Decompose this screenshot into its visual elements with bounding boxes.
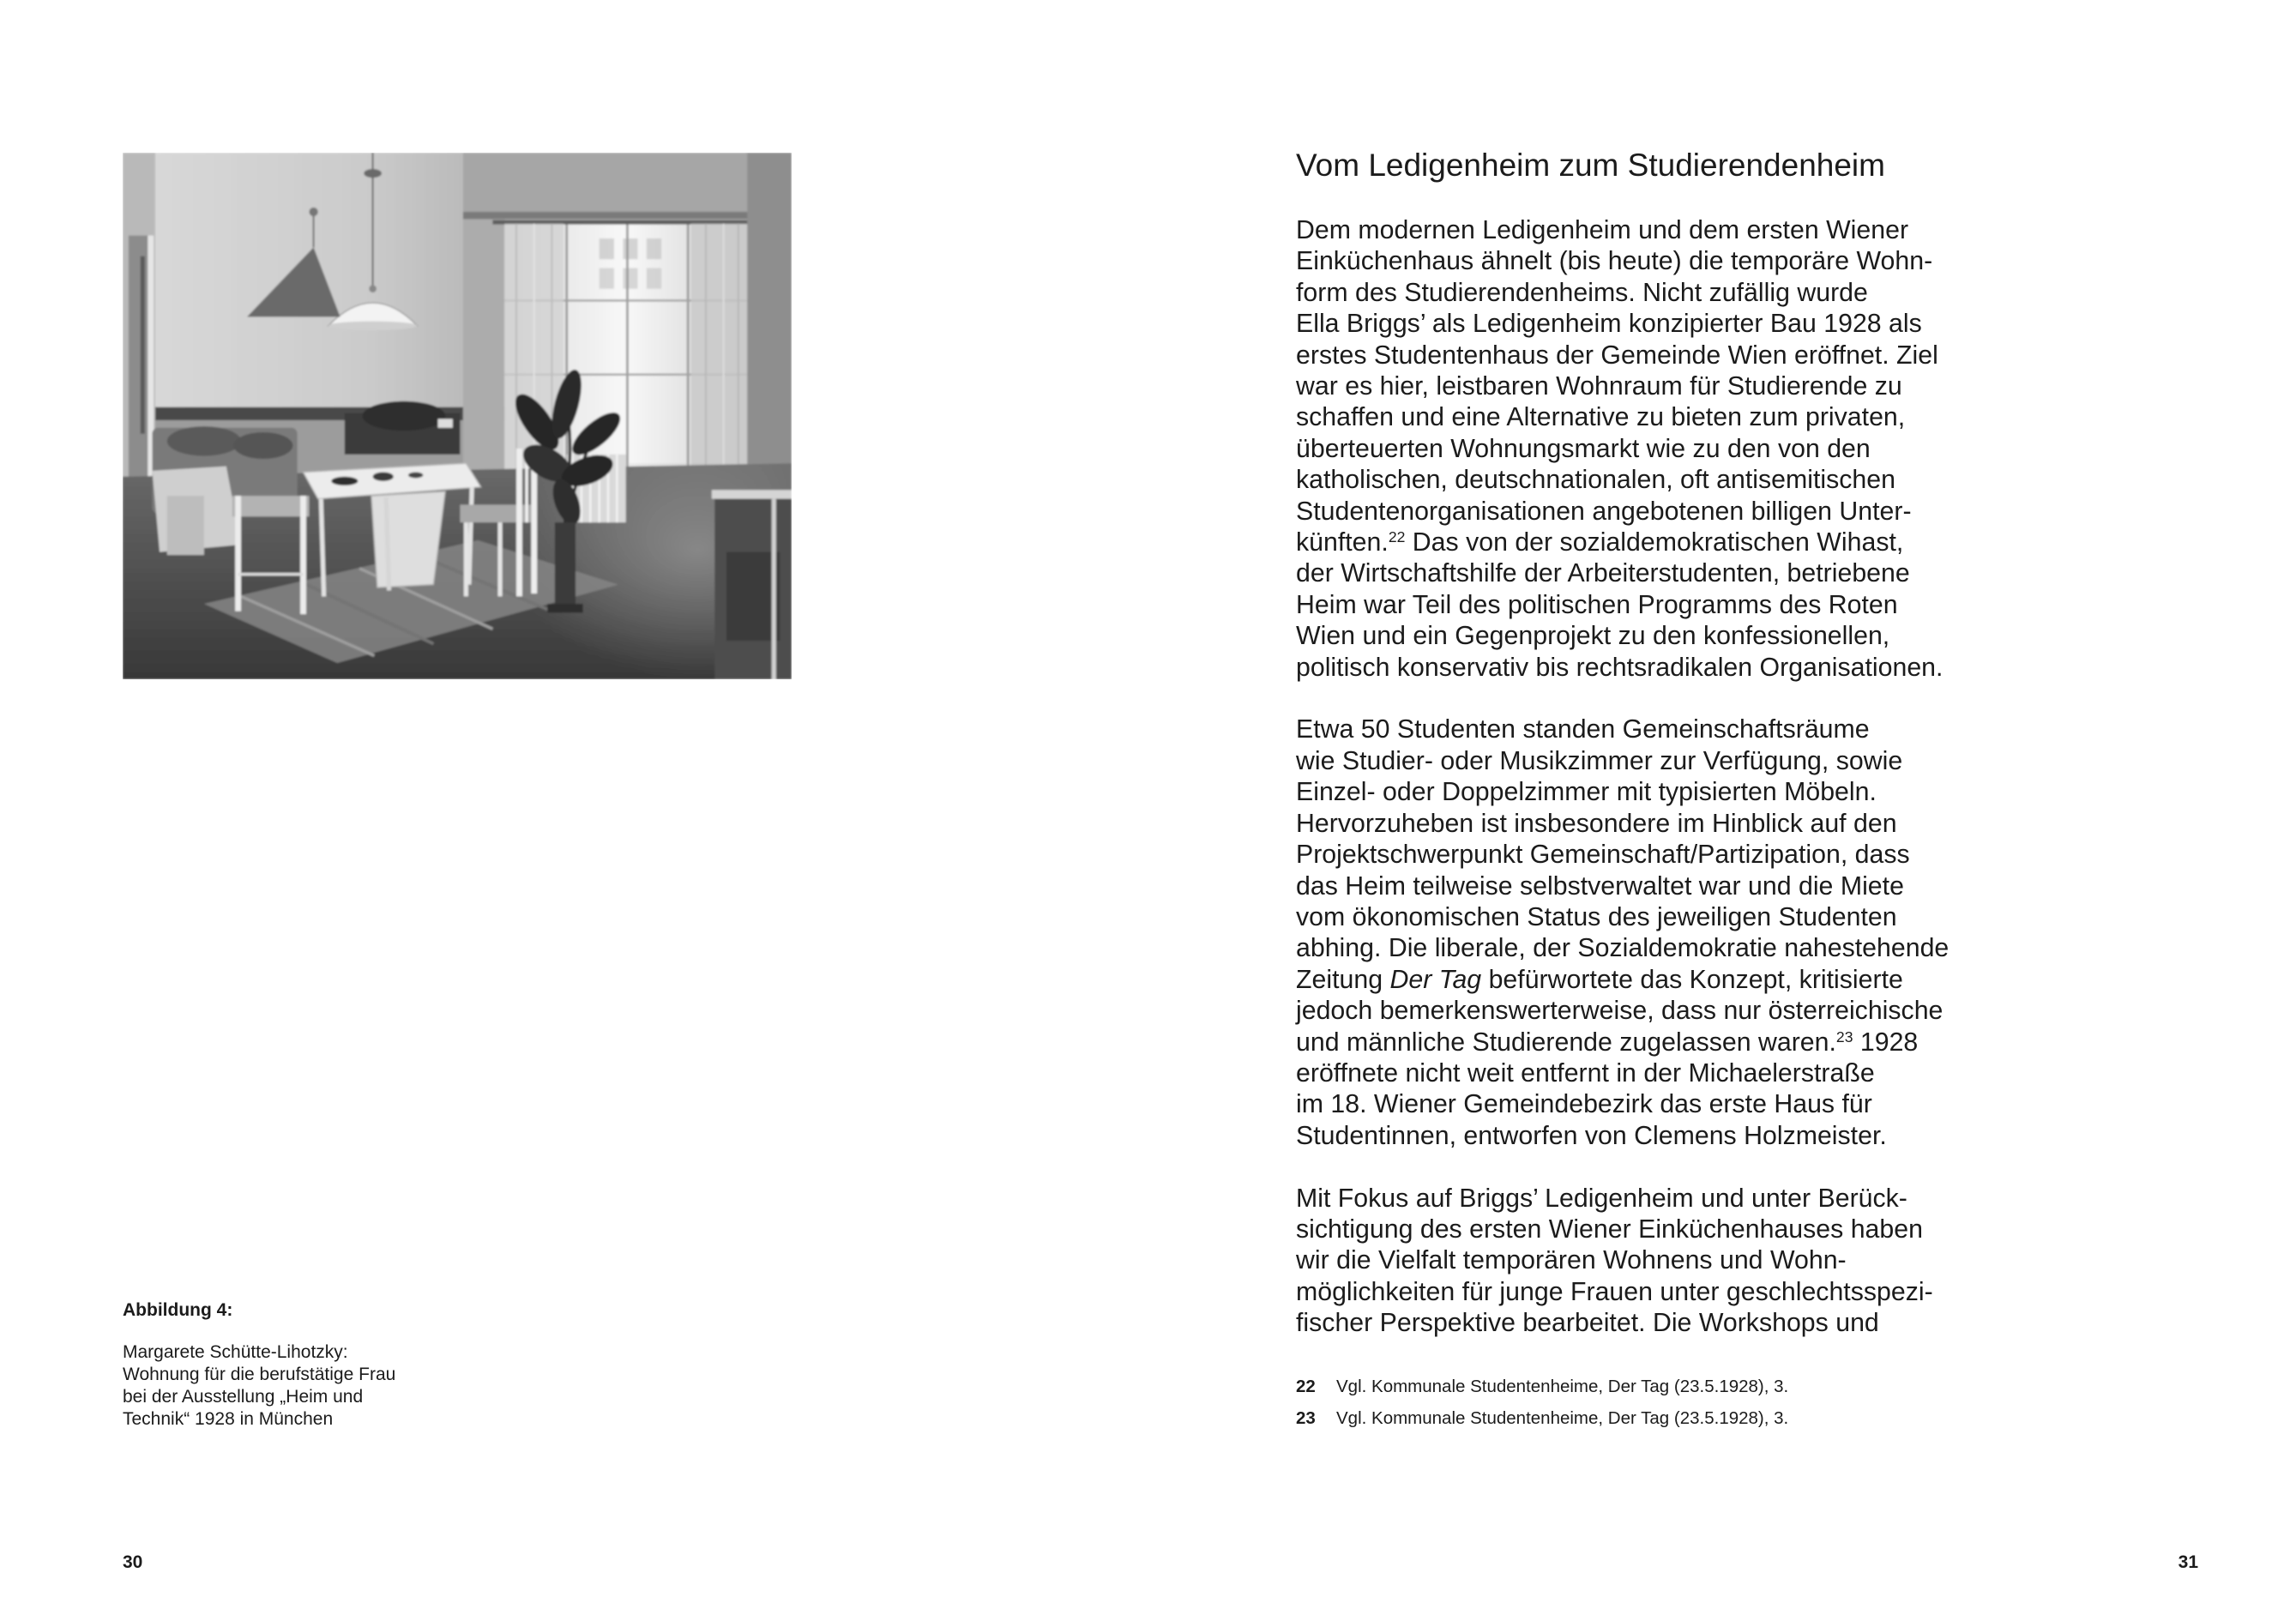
pendant-lamp-shape (328, 322, 418, 330)
doorway-shape (141, 256, 145, 434)
footnote-reference: 23 (1835, 1027, 1853, 1046)
text-line (1296, 965, 1999, 996)
cabinet-right-shape (712, 490, 792, 498)
window-shape (623, 238, 637, 259)
window-shape (623, 268, 637, 289)
italic-title: Der Tag (1389, 965, 1482, 994)
cone-lamp-shape (309, 208, 317, 216)
table-shape (408, 473, 423, 479)
footnotes (1296, 1371, 1788, 1434)
text-line: Studentenorganisationen angebotenen billigen Unter- (1296, 497, 1912, 526)
sofa-shape (167, 496, 204, 555)
ceiling-soffit-shape (463, 212, 792, 220)
window-shape (647, 268, 661, 289)
footnote-text: Vgl. Kommunale Studentenheime, Der Tag (23.5.1928), 3. (1336, 1377, 1789, 1396)
text-line: Einzel- oder Doppelzimmer mit typisierten Möbeln. (1296, 778, 1877, 807)
table-shape (371, 491, 445, 588)
page-number-left: 30 (123, 1552, 143, 1572)
text-line: Hervorzuheben ist insbesondere im Hinblick auf den (1296, 809, 1897, 838)
text-line: wie Studier- oder Musikzimmer zur Verfügung, sowie (1296, 746, 1903, 775)
pendant-lamp-shape (364, 169, 382, 178)
text-line: wir die Vielfalt temporären Wohnens und Wohn- (1296, 1246, 1847, 1275)
text-line: im 18. Wiener Gemeindebezirk das erste Haus für (1296, 1090, 1872, 1119)
text-segment: künften. (1296, 528, 1389, 557)
sofa-shape (167, 426, 241, 455)
text-line: das Heim teilweise selbstverwaltet war und die Miete (1296, 871, 1904, 901)
text-segment: Zeitung (1296, 965, 1390, 994)
text-line: Studentinnen, entworfen von Clemens Holzmeister. (1296, 1121, 1887, 1150)
text-line: fischer Perspektive bearbeitet. Die Workshops und (1296, 1309, 1879, 1338)
figure-label: Abbildung 4: (123, 1300, 233, 1320)
body-text (1296, 215, 1999, 1371)
table-shape (386, 497, 389, 591)
text-line: abhing. Die liberale, der Sozialdemokratie nahestehende (1296, 934, 1949, 963)
table-shape (469, 487, 472, 585)
table-shape (373, 473, 394, 481)
caption-line: Margarete Schütte-Lihotzky: (123, 1342, 348, 1362)
text-line: jedoch bemerkenswerterweise, dass nur österreichische (1296, 997, 1943, 1026)
text-line: katholischen, deutschnationalen, oft antisemitischen (1296, 466, 1895, 495)
paragraph (1296, 215, 1999, 684)
pendant-lamp-shape (369, 285, 377, 292)
paragraph (1296, 714, 1999, 1152)
text-line: Wien und ein Gegenprojekt zu den konfessionellen, (1296, 622, 1890, 651)
text-line (1296, 527, 1999, 558)
footnote-text: Vgl. Kommunale Studentenheime, Der Tag (23.5.1928), 3. (1336, 1408, 1789, 1428)
text-segment: Das von der sozialdemokratischen Wihast, (1405, 528, 1904, 557)
text-line: Heim war Teil des politischen Programms des Roten (1296, 590, 1898, 619)
paragraph (1296, 1184, 1999, 1340)
caption-line: bei der Ausstellung „Heim und (123, 1386, 364, 1407)
sofa-shape (233, 432, 292, 459)
text-line: Etwa 50 Studenten standen Gemeinschaftsräume (1296, 715, 1870, 744)
text-line: der Wirtschaftshilfe der Arbeiterstudenten, betriebene (1296, 559, 1910, 588)
text-line: form des Studierendenheims. Nicht zufällig wurde (1296, 278, 1868, 307)
back-wall-shape (155, 153, 504, 407)
plant-shape (555, 522, 576, 608)
footnote-reference: 22 (1388, 528, 1406, 546)
text-line: Dem modernen Ledigenheim und dem ersten Wiener (1296, 216, 1909, 244)
footnote (1296, 1402, 1788, 1434)
text-segment: befürwortete das Konzept, kritisierte (1481, 965, 1903, 994)
window-shape (647, 238, 661, 259)
window-shape (463, 220, 504, 479)
text-segment: 1928 (1853, 1027, 1919, 1057)
text-line (1296, 1027, 1999, 1058)
ceiling-soffit (463, 153, 792, 220)
photo-interior-shape (123, 153, 792, 679)
figure-caption (123, 1341, 395, 1431)
footnote-number: 23 (1296, 1408, 1316, 1428)
text-line: schaffen und eine Alternative zu bieten zum privaten, (1296, 403, 1906, 432)
cabinet-right (712, 490, 792, 679)
text-line: war es hier, leistbaren Wohnraum für Studierende zu (1296, 372, 1902, 401)
text-line: Projektschwerpunkt Gemeinschaft/Partizipation, dass (1296, 841, 1910, 870)
caption-line: Wohnung für die berufstätige Frau (123, 1364, 396, 1384)
text-line: überteuerten Wohnungsmarkt wie zu den von den (1296, 434, 1871, 463)
section-heading: Vom Ledigenheim zum Studierendenheim (1296, 148, 1885, 183)
sideboard-shape (438, 419, 453, 427)
ceiling-soffit-shape (463, 153, 792, 218)
text-line: erstes Studentenhaus der Gemeinde Wien eröffnet. Ziel (1296, 340, 1938, 370)
text-line: sichtigung des ersten Wiener Einküchenhauses haben (1296, 1214, 1923, 1244)
window-shape (600, 268, 614, 289)
text-line: vom ökonomischen Status des jeweiligen Studenten (1296, 902, 1897, 931)
photo-interior (123, 153, 792, 679)
page-number-right: 31 (2178, 1552, 2198, 1572)
text-line: Einküchenhaus ähnelt (bis heute) die temporäre Wohn- (1296, 247, 1933, 276)
footnote (1296, 1371, 1788, 1402)
sideboard-shape (363, 401, 446, 431)
text-segment: und männliche Studierende zugelassen waren. (1296, 1027, 1836, 1057)
text-line: Ella Briggs’ als Ledigenheim konzipierter Bau 1928 als (1296, 310, 1922, 339)
caption-line: Technik“ 1928 in München (123, 1408, 334, 1429)
chair-left-shape (232, 496, 310, 516)
text-line: politisch konservativ bis rechtsradikalen Organisationen. (1296, 653, 1943, 682)
text-line: Mit Fokus auf Briggs’ Ledigenheim und unter Berück- (1296, 1184, 1907, 1213)
plant-shape (547, 604, 582, 612)
text-line: möglichkeiten für junge Frauen unter geschlechtsspezi- (1296, 1277, 1933, 1306)
footnote-number: 22 (1296, 1377, 1316, 1396)
table-shape (321, 499, 323, 597)
table-shape (331, 477, 358, 485)
text-line: eröffnete nicht weit entfernt in der Michaelerstraße (1296, 1058, 1875, 1088)
window-shape (600, 238, 614, 259)
